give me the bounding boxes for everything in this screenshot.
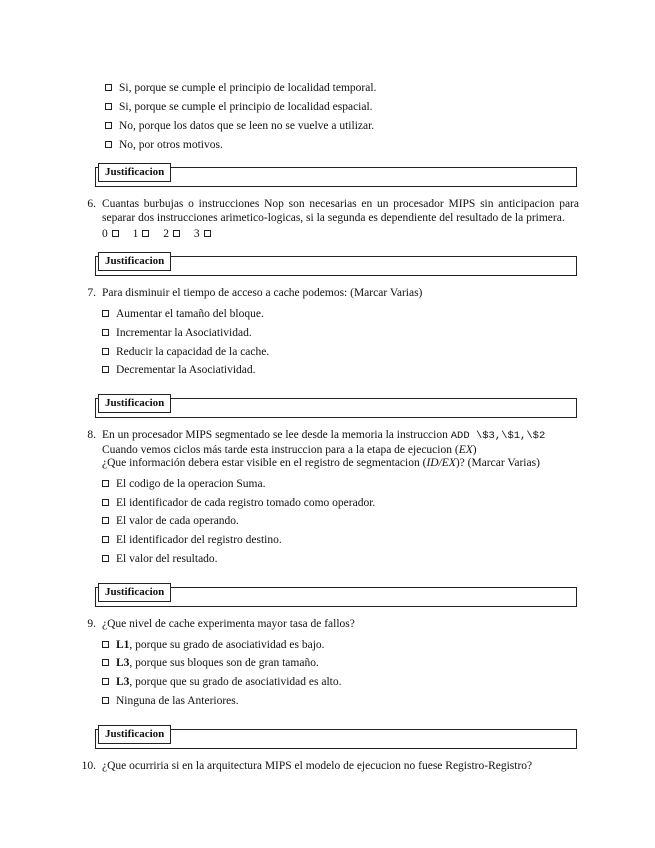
checkbox[interactable] — [102, 499, 109, 506]
question9-options — [102, 639, 579, 709]
checkbox[interactable] — [102, 678, 109, 685]
choice — [102, 228, 119, 240]
option-row — [102, 695, 579, 708]
checkbox[interactable] — [102, 310, 109, 317]
option-label: El identificador del registro destino. — [116, 534, 282, 547]
checkbox[interactable] — [102, 480, 109, 487]
checkbox[interactable] — [102, 659, 109, 666]
question-text: Cuantas burbujas o instrucciones Nop son necesarias en un procesador MIPS sin anticipacion para separar dos instrucciones arimetico-logicas, si la segunda es dependiente del resultado de la primera. — [102, 198, 579, 224]
option-label: Si, porque se cumple el principio de localidad espacial. — [119, 100, 373, 113]
option-row — [102, 327, 579, 340]
checkbox[interactable] — [102, 697, 109, 704]
option-row — [102, 478, 579, 491]
checkbox[interactable] — [173, 230, 180, 237]
option-label: Incrementar la Asociatividad. — [116, 326, 252, 339]
choice-label: 3 — [193, 227, 200, 240]
question-text: ) — [472, 443, 477, 456]
option-label: Aumentar el tamaño del bloque. — [116, 307, 264, 320]
option-row — [105, 139, 585, 152]
question-text: )? (Marcar Varias) — [455, 457, 540, 470]
choice — [133, 228, 150, 240]
question-text-line — [102, 457, 579, 470]
option-bold-prefix: L1 — [116, 638, 130, 651]
checkbox[interactable] — [105, 103, 112, 110]
option-bold-prefix: L3 — [116, 657, 130, 670]
option-label — [116, 639, 325, 652]
option-row — [102, 553, 579, 566]
option-label: El valor del resultado. — [116, 553, 218, 566]
question8-options — [102, 478, 579, 567]
question-text: ¿Que información debera estar visible en el registro de segmentacion ( — [102, 457, 427, 470]
option-row — [105, 101, 585, 114]
math-symbol: ID/EX — [426, 457, 456, 470]
choice-label: 2 — [163, 227, 169, 240]
justification-label: Justificacion — [98, 583, 171, 602]
checkbox[interactable] — [102, 641, 109, 648]
question-8 — [72, 429, 655, 572]
checkbox[interactable] — [204, 230, 211, 237]
question-number: 8. — [87, 429, 96, 442]
question-7 — [72, 287, 655, 383]
justification-box — [95, 167, 577, 187]
option-label: El codigo de la operacion Suma. — [116, 477, 266, 490]
checkbox[interactable] — [142, 230, 149, 237]
checkbox[interactable] — [112, 230, 119, 237]
option-row — [102, 308, 579, 321]
question-text-line — [102, 429, 579, 443]
checkbox[interactable] — [105, 84, 112, 91]
question-text: En un procesador MIPS segmentado se lee desde la memoria la instruccion — [102, 429, 451, 442]
checkbox[interactable] — [102, 348, 109, 355]
option-row — [102, 639, 579, 652]
justification-box — [95, 587, 577, 607]
justification-box — [95, 729, 577, 749]
choice-label: 1 — [132, 227, 139, 240]
justification-label: Justificacion — [98, 725, 171, 744]
option-label — [116, 657, 319, 670]
question-number: 7. — [87, 287, 96, 300]
question-10 — [72, 760, 655, 773]
justification-label: Justificacion — [98, 394, 171, 413]
option-label: Si, porque se cumple el principio de localidad temporal. — [119, 82, 377, 94]
option-label: No, por otros motivos. — [119, 138, 223, 151]
checkbox[interactable] — [105, 141, 112, 148]
question-number: 9. — [87, 618, 96, 631]
checkbox[interactable] — [102, 329, 109, 336]
math-symbol: EX — [458, 443, 473, 456]
option-row — [102, 534, 579, 547]
question-text: ¿Que nivel de cache experimenta mayor tasa de fallos? — [102, 618, 355, 631]
option-row — [105, 120, 585, 133]
option-label — [116, 676, 341, 689]
option-bold-prefix: L3 — [116, 676, 130, 689]
option-row — [102, 364, 579, 377]
question-number: 6. — [87, 198, 96, 211]
checkbox[interactable] — [102, 555, 109, 562]
question-text-line — [102, 444, 579, 457]
option-label: El identificador de cada registro tomado como operador. — [116, 496, 376, 509]
checkbox[interactable] — [105, 122, 112, 129]
option-label: Reducir la capacidad de la cache. — [116, 345, 270, 358]
option-rest: Ninguna de las Anteriores. — [116, 695, 239, 708]
choice — [194, 228, 211, 240]
choice-label: 0 — [102, 227, 108, 240]
option-label: El valor de cada operando. — [116, 515, 239, 528]
question7-options — [102, 308, 579, 378]
choice — [163, 228, 180, 240]
question-text: Para disminuir el tiempo de acceso a cache podemos: (Marcar Varias) — [102, 287, 423, 300]
checkbox[interactable] — [102, 517, 109, 524]
question-6 — [72, 198, 655, 241]
question5-options — [105, 82, 585, 152]
justification-box — [95, 398, 577, 418]
question6-choices — [102, 228, 579, 241]
option-row — [105, 82, 585, 95]
justification-label: Justificacion — [98, 252, 171, 271]
option-rest: , porque su grado de asociatividad es bajo. — [129, 638, 325, 651]
option-row — [102, 497, 579, 510]
justification-label: Justificacion — [98, 163, 171, 182]
option-label: Decrementar la Asociatividad. — [116, 364, 256, 377]
option-row — [102, 657, 579, 670]
option-rest: , porque que su grado de asociatividad es alto. — [129, 676, 342, 689]
option-row — [102, 676, 579, 689]
justification-box — [95, 256, 577, 276]
question-text: Cuando vemos ciclos más tarde esta instruccion para a la etapa de ejecucion ( — [102, 443, 459, 456]
option-label: No, porque los datos que se leen no se vuelve a utilizar. — [119, 119, 375, 132]
option-row — [102, 346, 579, 359]
question-text: ¿Que ocurriria si en la arquitectura MIPS el modelo de ejecucion no fuese Registro-Registro? — [102, 760, 533, 773]
option-row — [102, 515, 579, 528]
instruction-code: ADD \$3,\$1,\$2 — [450, 430, 546, 443]
question-9 — [72, 618, 655, 714]
option-label — [116, 695, 239, 708]
checkbox[interactable] — [102, 536, 109, 543]
checkbox[interactable] — [102, 366, 109, 373]
option-rest: , porque sus bloques son de gran tamaño. — [129, 657, 319, 670]
question-number: 10. — [81, 760, 96, 773]
